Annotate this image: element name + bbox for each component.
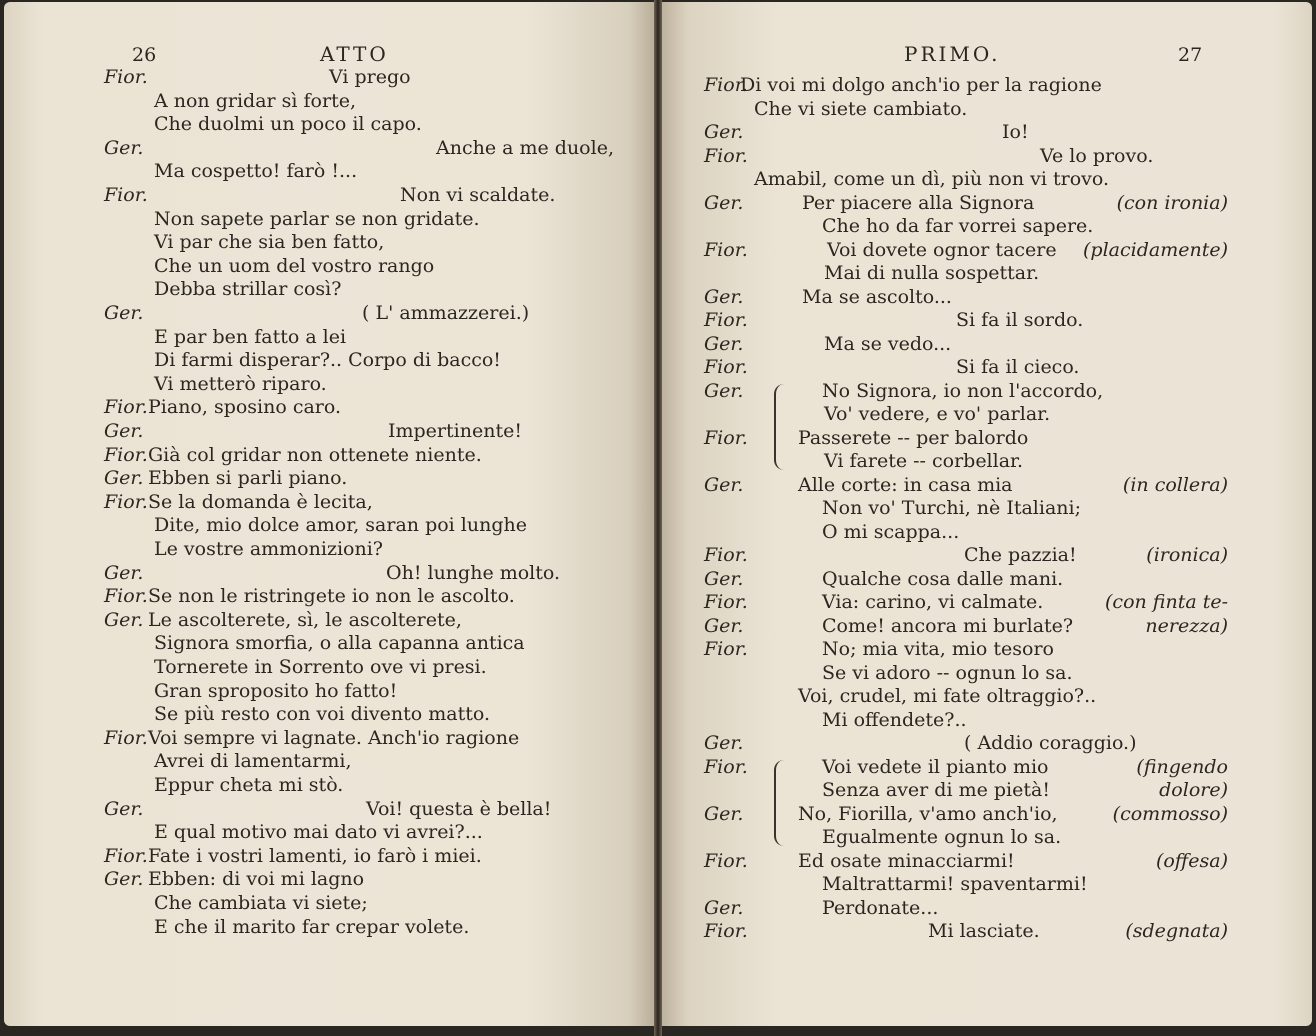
verse-text: Ed osate minacciarmi!: [798, 849, 1015, 872]
speaker-name: Fior.: [104, 396, 148, 419]
speaker-name: Ger.: [704, 614, 744, 637]
verse-text: Che cambiata vi siete;: [154, 892, 368, 914]
speaker-name: Ger.: [704, 473, 744, 496]
verse-text: E par ben fatto a lei: [154, 325, 347, 348]
verse-text: Vo' vedere, e vo' parlar.: [824, 403, 1051, 425]
verse-text: ( Addio coraggio.): [964, 732, 1137, 754]
verse-text: Ma se ascolto...: [802, 285, 952, 308]
verse-text: Voi sempre vi lagnate. Anch'io ragione: [148, 726, 520, 749]
verse-text: Già col gridar non ottenete niente.: [148, 443, 482, 466]
speaker-name: Ger.: [704, 285, 744, 308]
speaker-name: Ger.: [704, 191, 744, 214]
speaker-name: Ger.: [104, 420, 144, 442]
speaker-name: Ger.: [104, 467, 144, 490]
verse-text: Signora smorfia, o alla capanna antica: [154, 632, 525, 655]
verse-text: Di farmi disperar?.. Corpo di bacco!: [154, 349, 501, 372]
verse-text: Maltrattarmi! spaventarmi!: [822, 873, 1088, 895]
speaker-name: Fior.: [704, 849, 748, 872]
verse-text: Amabil, come un dì, più non vi trovo.: [754, 168, 1110, 190]
verse-text: Gran sproposito ho fatto!: [154, 679, 398, 702]
speaker-name: Ger.: [104, 136, 144, 159]
verse-text: Via: carino, vi calmate.: [822, 591, 1044, 613]
stage-direction: (placidamente): [1083, 238, 1228, 261]
verse-text: Se la domanda è lecita,: [148, 490, 373, 513]
stage-direction: (fingendo: [1136, 755, 1228, 778]
verse-text: Ve lo provo.: [1040, 144, 1154, 167]
verse-text: Le ascolterete, sì, le ascolterete,: [148, 608, 462, 631]
verse-text: A non gridar sì forte,: [154, 89, 356, 112]
verse-text: O mi scappa...: [822, 520, 960, 543]
speaker-name: Ger.: [704, 732, 744, 754]
verse-text: Oh! lunghe molto.: [386, 561, 561, 584]
grouping-brace: [774, 384, 786, 470]
speaker-name: Ger.: [704, 896, 744, 919]
stage-direction: (in collera): [1122, 473, 1228, 496]
running-header: PRIMO.: [904, 42, 1001, 66]
verse-text: Vi par che sia ben fatto,: [154, 231, 385, 254]
speaker-name: Fior.: [704, 544, 748, 566]
speaker-name: Fior.: [104, 443, 148, 466]
verse-text: Non vi scaldate.: [400, 184, 556, 206]
left-page: [4, 2, 654, 1026]
verse-text: Voi, crudel, mi fate oltraggio?..: [798, 685, 1097, 707]
speaker-name: Fior.: [704, 74, 748, 96]
speaker-name: Ger.: [704, 567, 744, 590]
stage-direction: nerezza): [1145, 614, 1228, 637]
speaker-name: Fior.: [704, 144, 748, 167]
stage-direction: (sdegnata): [1125, 920, 1228, 942]
verse-text: Mai di nulla sospettar.: [824, 262, 1040, 284]
verse-text: ( L' ammazzerei.): [362, 302, 530, 324]
speaker-name: Fior.: [704, 238, 748, 261]
stage-direction: (con ironia): [1116, 191, 1228, 214]
speaker-name: Fior.: [104, 66, 148, 88]
grouping-brace: [774, 760, 786, 846]
speaker-name: Fior.: [104, 184, 148, 206]
verse-text: Ebben: di voi mi lagno: [148, 868, 365, 891]
verse-text: E qual motivo mai dato vi avrei?...: [154, 821, 483, 844]
verse-text: Le vostre ammonizioni?: [154, 538, 383, 560]
verse-text: No Signora, io non l'accordo,: [822, 379, 1104, 402]
verse-text: Voi vedete il pianto mio: [822, 755, 1049, 778]
verse-text: Che pazzia!: [964, 544, 1077, 566]
verse-text: Fate i vostri lamenti, io farò i miei.: [148, 844, 482, 867]
speaker-name: Fior.: [104, 844, 148, 867]
right-page: [662, 2, 1312, 1026]
verse-text: Se vi adoro -- ognun lo sa.: [822, 661, 1073, 684]
verse-text: Passerete -- per balordo: [798, 426, 1029, 449]
stage-direction: (offesa): [1155, 849, 1228, 872]
verse-text: Si fa il sordo.: [956, 309, 1084, 331]
speaker-name: Fior.: [704, 755, 748, 778]
speaker-name: Ger.: [704, 332, 744, 355]
speaker-name: Ger.: [104, 302, 144, 324]
verse-text: Impertinente!: [388, 420, 522, 442]
stage-direction: (ironica): [1146, 544, 1228, 566]
speaker-name: Ger.: [704, 802, 744, 825]
stage-direction: (con finta te-: [1105, 591, 1228, 613]
verse-text: No; mia vita, mio tesoro: [822, 638, 1054, 660]
verse-text: Di voi mi dolgo anch'io per la ragione: [740, 74, 1102, 96]
verse-text: Ma se vedo...: [824, 332, 952, 355]
speaker-name: Fior.: [704, 638, 748, 660]
verse-text: Vi prego: [329, 66, 411, 88]
verse-text: Ebben si parli piano.: [148, 467, 348, 490]
speaker-name: Fior.: [104, 585, 148, 608]
speaker-name: Ger.: [104, 608, 144, 631]
speaker-name: Ger.: [704, 121, 744, 143]
page-number: 26: [132, 44, 157, 66]
running-header: ATTO: [320, 42, 389, 66]
verse-text: Voi dovete ognor tacere: [827, 238, 1057, 261]
verse-text: Si fa il cieco.: [956, 356, 1080, 378]
verse-text: Qualche cosa dalle mani.: [822, 567, 1064, 590]
verse-text: Vi metterò riparo.: [154, 372, 327, 395]
verse-text: Dite, mio dolce amor, saran poi lunghe: [154, 514, 527, 537]
verse-text: Che ho da far vorrei sapere.: [822, 215, 1094, 237]
verse-text: Avrei di lamentarmi,: [154, 750, 352, 773]
verse-text: Debba strillar così?: [154, 278, 342, 301]
speaker-name: Fior.: [104, 726, 148, 749]
speaker-name: Fior.: [704, 356, 748, 378]
verse-text: Anche a me duole,: [436, 136, 614, 159]
verse-text: Egualmente ognun lo sa.: [822, 826, 1062, 848]
verse-text: Se non le ristringete io non le ascolto.: [148, 585, 515, 608]
speaker-name: Fior.: [704, 920, 748, 942]
verse-text: Che duolmi un poco il capo.: [154, 113, 422, 136]
verse-text: Mi lasciate.: [928, 920, 1040, 942]
speaker-name: Ger.: [104, 797, 144, 820]
verse-text: Non vo' Turchi, nè Italiani;: [822, 497, 1081, 519]
verse-text: Come! ancora mi burlate?: [822, 614, 1074, 637]
verse-text: Vi farete -- corbellar.: [824, 450, 1024, 472]
speaker-name: Fior.: [704, 309, 748, 331]
verse-text: Per piacere alla Signora: [802, 191, 1035, 214]
verse-text: Se più resto con voi divento matto.: [154, 703, 490, 726]
verse-text: Che un uom del vostro rango: [154, 254, 435, 277]
verse-text: Eppur cheta mi stò.: [154, 774, 344, 796]
verse-text: Che vi siete cambiato.: [754, 97, 968, 120]
speaker-name: Ger.: [104, 868, 144, 891]
verse-text: Io!: [1002, 121, 1029, 143]
book-gutter: [654, 0, 662, 1036]
speaker-name: Fior.: [104, 490, 148, 513]
stage-direction: dolore): [1159, 779, 1228, 801]
verse-text: Perdonate...: [822, 896, 939, 919]
speaker-name: Ger.: [104, 561, 144, 584]
verse-text: Alle corte: in casa mia: [798, 473, 1013, 496]
verse-text: Piano, sposino caro.: [148, 396, 342, 419]
speaker-name: Fior.: [704, 591, 748, 613]
verse-text: Mi offendete?..: [822, 708, 967, 731]
verse-text: E che il marito far crepar volete.: [154, 915, 470, 938]
speaker-name: Fior.: [704, 426, 748, 449]
verse-text: Non sapete parlar se non gridate.: [154, 207, 480, 230]
verse-text: Senza aver di me pietà!: [822, 779, 1050, 801]
verse-text: No, Fiorilla, v'amo anch'io,: [798, 802, 1058, 825]
speaker-name: Ger.: [704, 379, 744, 402]
verse-text: Voi! questa è bella!: [366, 797, 552, 820]
verse-text: Ma cospetto! farò !...: [154, 160, 358, 183]
page-number: 27: [1178, 44, 1203, 66]
stage-direction: (commosso): [1112, 802, 1228, 825]
verse-text: Tornerete in Sorrento ove vi presi.: [154, 656, 487, 678]
